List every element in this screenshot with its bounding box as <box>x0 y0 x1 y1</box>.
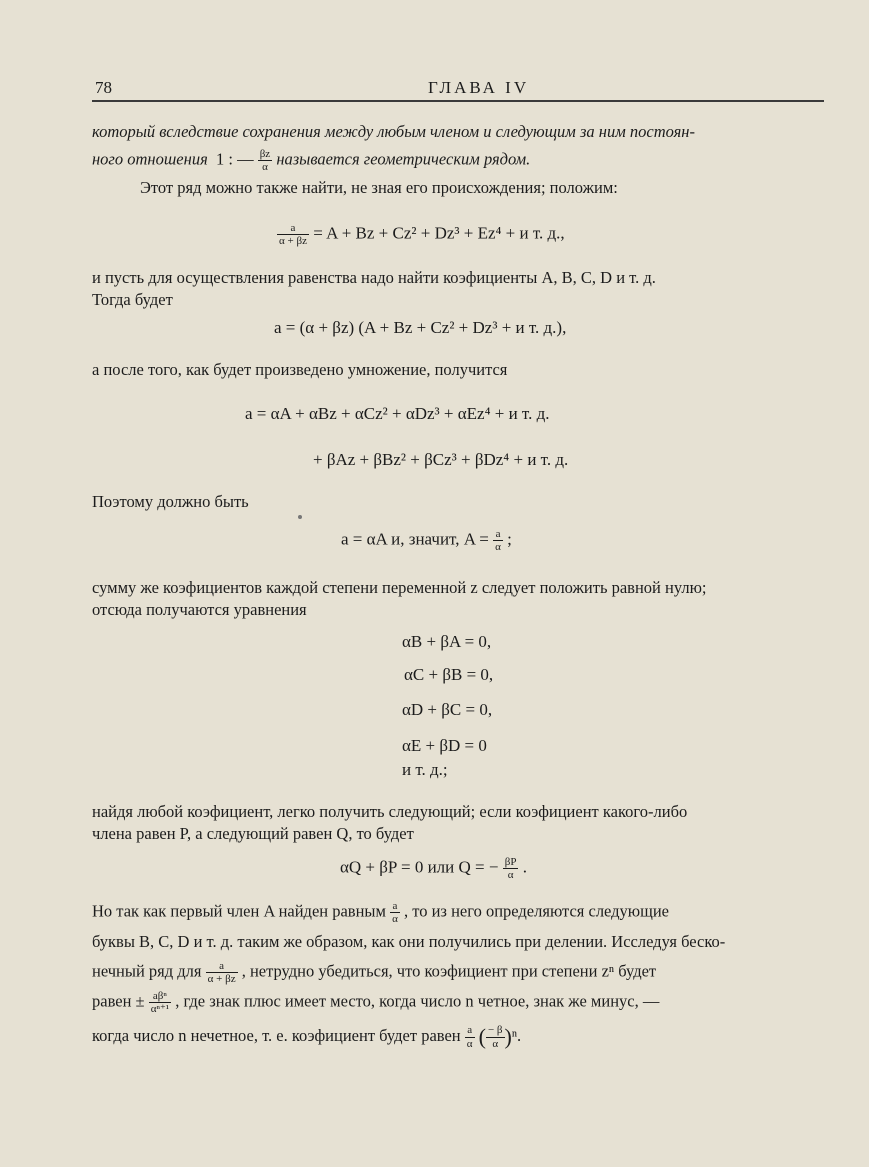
equation: αC + βB = 0, <box>404 665 494 684</box>
fraction-numerator: βP <box>504 856 517 868</box>
close-paren: ) <box>504 1024 512 1049</box>
text-line: и пусть для осуществления равенства надо найти коэфициенты A, B, C, D и т. д. <box>92 268 656 287</box>
text-fragment: называется геометрическим рядом. <box>276 149 531 169</box>
fraction-denominator: α <box>495 541 501 554</box>
equation-text: = A + Bz + Cz² + Dz³ + Ez⁴ + и т. д., <box>313 223 565 243</box>
text-line <box>92 148 530 173</box>
text-line: Этот ряд можно также найти, не зная его происхождения; положим: <box>140 178 618 197</box>
fraction <box>258 148 272 173</box>
text-line <box>92 1024 521 1050</box>
fraction <box>149 990 171 1015</box>
text-line: а после того, как будет произведено умножение, получится <box>92 360 508 379</box>
page-number: 78 <box>95 78 112 97</box>
text-line: сумму же коэфициентов каждой степени переменной z следует положить равной нулю; <box>92 578 707 597</box>
text-fragment: , нетрудно убедиться, что коэфициент при степени zⁿ будет <box>241 961 657 981</box>
equation <box>340 856 527 881</box>
text-line <box>92 960 656 985</box>
fraction-denominator: α <box>392 913 398 926</box>
equation <box>341 528 512 553</box>
fraction-denominator: αⁿ⁺¹ <box>150 1003 170 1016</box>
equation: αE + βD = 0 <box>402 736 487 755</box>
text-line: буквы B, C, D и т. д. таким же образом, как они получились при делении. Исследуя беско- <box>92 932 726 951</box>
fraction-numerator: a <box>493 528 503 541</box>
fraction-numerator: aβⁿ <box>149 990 171 1003</box>
text-line: который вследствие сохранения между любым членом и следующим за ним постоян- <box>92 122 695 141</box>
text-fragment: 1 : — <box>215 149 254 169</box>
text-fragment: нечный ряд для <box>92 961 202 981</box>
equation: и т. д.; <box>402 760 448 779</box>
page-blemish <box>298 515 302 519</box>
equation: + βAz + βBz² + βCz³ + βDz⁴ + и т. д. <box>313 450 569 469</box>
fraction-denominator: α <box>507 869 514 882</box>
equation: a = αA + αBz + αCz² + αDz³ + αEz⁴ + и т. д. <box>245 404 550 423</box>
text-line <box>92 900 669 925</box>
fraction-numerator: βz <box>259 148 271 160</box>
fraction <box>493 528 503 553</box>
fraction-numerator: a <box>277 222 309 235</box>
text-line: Поэтому должно быть <box>92 492 249 511</box>
text-line: члена равен P, а следующий равен Q, то будет <box>92 824 414 843</box>
text-line: отсюда получаются уравнения <box>92 600 307 619</box>
text-fragment: когда число n нечетное, т. е. коэфициент будет равен <box>92 1025 461 1045</box>
fraction-denominator: α <box>262 161 268 174</box>
fraction-numerator: − β <box>487 1024 503 1037</box>
text-fragment: равен ± <box>92 991 145 1011</box>
equation: αB + βA = 0, <box>402 632 492 651</box>
open-paren: ( <box>478 1024 486 1049</box>
fraction-denominator: α <box>466 1037 473 1050</box>
equation: a = (α + βz) (A + Bz + Cz² + Dz³ + и т. д.), <box>274 318 567 337</box>
equation-text: ; <box>507 529 512 549</box>
fraction-numerator: a <box>390 900 400 913</box>
equation: αD + βC = 0, <box>402 700 493 719</box>
fraction <box>465 1024 475 1049</box>
text-fragment: ного отношения <box>92 149 208 169</box>
text-line: Тогда будет <box>92 290 173 309</box>
fraction-numerator: a <box>465 1024 475 1037</box>
fraction <box>277 222 309 247</box>
text-fragment: , где знак плюс имеет место, когда число n четное, знак же минус, — <box>175 991 660 1011</box>
text-line <box>92 990 659 1015</box>
equation-text: αQ + βP = 0 или Q = − <box>340 857 499 877</box>
text-line: найдя любой коэфициент, легко получить следующий; если коэфициент какого-либо <box>92 802 688 821</box>
fraction <box>486 1024 505 1049</box>
fraction-denominator: α <box>492 1037 499 1050</box>
fraction-denominator: α + βz <box>279 235 307 248</box>
equation <box>277 222 565 247</box>
equation-text: a = αA и, значит, A = <box>341 529 489 549</box>
text-fragment: ⁿ. <box>511 1025 522 1045</box>
header-rule <box>92 100 824 102</box>
fraction <box>206 960 238 985</box>
equation-text: . <box>522 857 527 877</box>
fraction <box>503 856 519 881</box>
chapter-title: ГЛАВА IV <box>428 78 530 97</box>
fraction <box>390 900 400 925</box>
fraction-denominator: α + βz <box>207 973 236 986</box>
text-fragment: , то из него определяются следующие <box>403 901 669 921</box>
fraction-numerator: a <box>206 960 238 973</box>
text-fragment: Но так как первый член A найден равным <box>92 901 386 921</box>
